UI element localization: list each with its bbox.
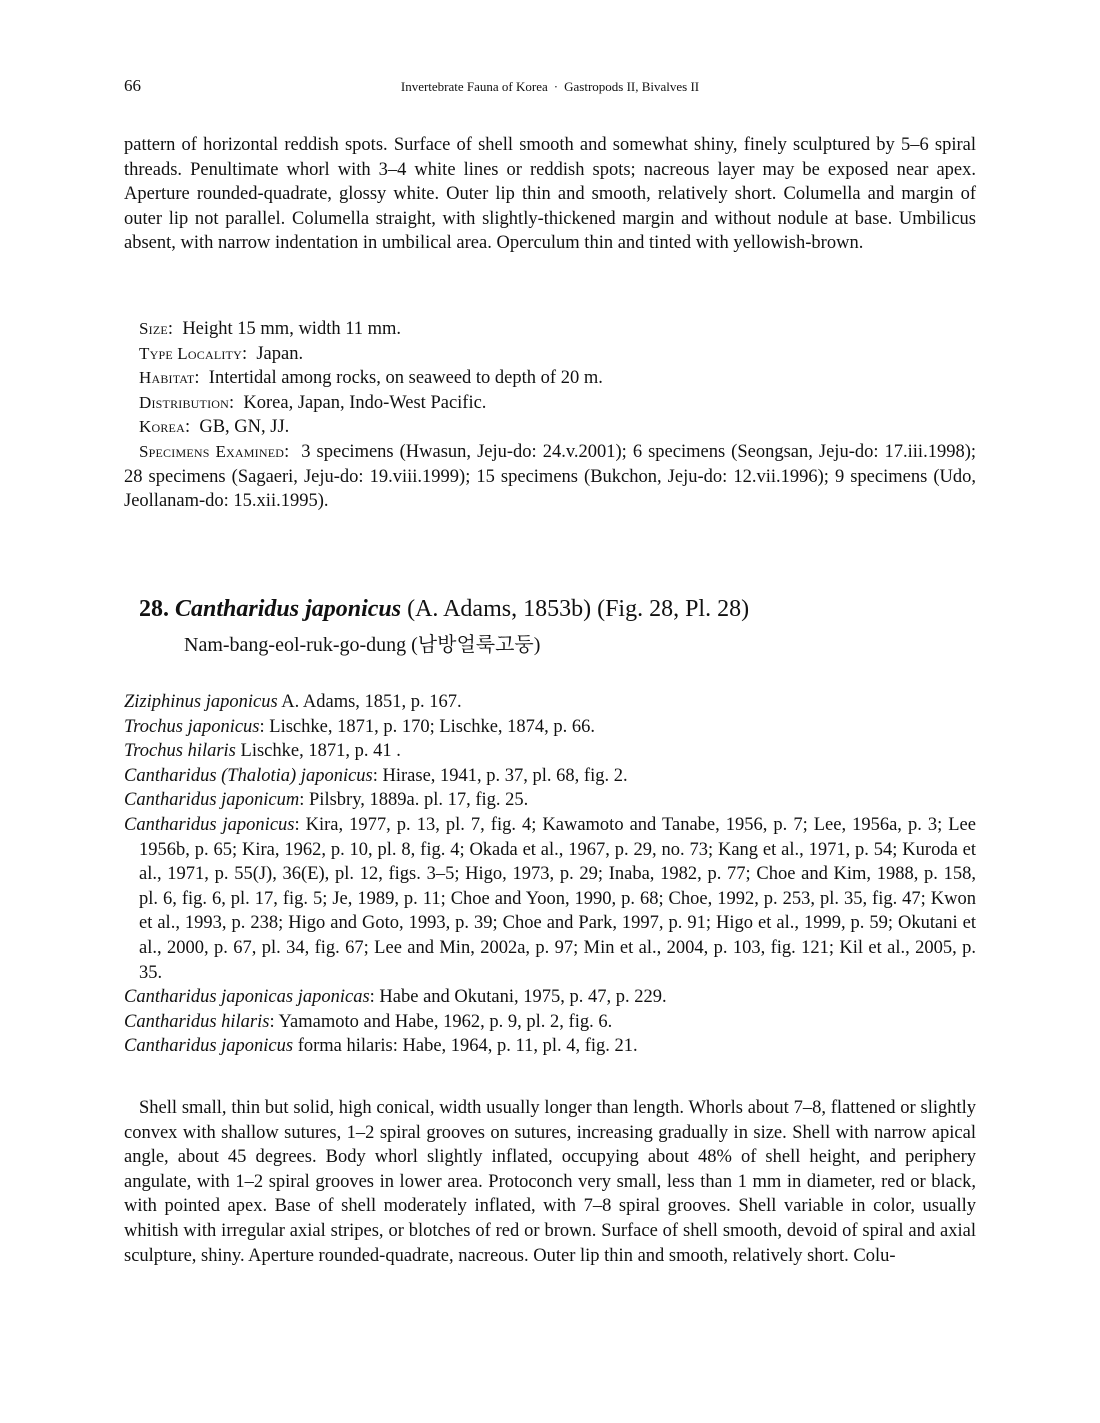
species-authority: (A. Adams, 1853b) (Fig. 28, Pl. 28) xyxy=(407,596,750,622)
species-description: Shell small, thin but solid, high conical, width usually longer than length. Whorls about 7–8, flattened or slightly convex with shallow sutures, 1–2 spiral grooves on sutures, increasing gradually in size. Shell with narrow apical angle, about 45 degrees. Body whorl slightly inflated, occupying about 48% of shell height, and periphery angulate, with 1–2 spiral grooves in lower area. Protoconch very small, less than 1 mm in diameter, red or black, with pointed apex. Base of shell moderately inflated, with 7–8 spiral grooves. Shell variable in color, usually whitish with irregular axial stripes, or blotches of red or brown. Surface of shell smooth, devoid of spiral and axial sculpture, shiny. Aperture rounded-quadrate, nacreous. Outer lip thin and smooth, relatively short. Colu- xyxy=(124,1098,976,1266)
fact-value: GB, GN, JJ. xyxy=(199,417,290,438)
fact-label: Korea xyxy=(139,417,185,437)
fact-label: Type Locality xyxy=(139,343,242,363)
running-subtitle: Gastropods II, Bivalves II xyxy=(564,79,700,94)
synonymy-entry xyxy=(124,690,976,715)
synonym-citation: : Lischke, 1871, p. 170; Lischke, 1874, p. 66. xyxy=(259,716,596,737)
fact-distribution: Distribution: Korea, Japan, Indo-West Pacific. xyxy=(139,392,487,413)
running-title: Invertebrate Fauna of Korea xyxy=(400,79,548,94)
fact-value: Japan. xyxy=(256,343,304,364)
fact-label: Size xyxy=(139,319,168,338)
species-heading xyxy=(139,594,749,624)
fact-value: 3 specimens (Hwasun, Jeju-do: 24.v.2001); 6 specimens (Seongsan, Jeju-do: 17.iii.1998); 28 specimens (Sagaeri, Jeju-do: 19.viii.1999); 15 specimens (Bukchon, Jeju-do: 12.vii.1996); 9 specimens (Udo, Jeollanam-do: 15.xii.1995). xyxy=(124,441,976,512)
synonym-taxon: Ziziphinus japonicus xyxy=(124,692,278,712)
species-facts xyxy=(124,317,976,514)
description-continued: pattern of horizontal reddish spots. Surface of shell smooth and somewhat shiny, finely sculptured by 5–6 spiral threads. Penultimate whorl with 3–4 white lines or reddish spots; nacreous layer may be exposed near apex. Aperture rounded-quadrate, glossy white. Outer lip thin and smooth, relatively short. Columella and margin of outer lip not parallel. Columella straight, with slightly-thickened margin and without nodule at base. Umbilicus absent, with narrow indentation in umbilical area. Operculum thin and tinted with yellowish-brown. xyxy=(124,135,976,254)
synonymy-entry xyxy=(124,739,976,764)
fact-value: Intertidal among rocks, on seaweed to depth of 20 m. xyxy=(208,368,603,389)
synonym-citation: forma hilaris: Habe, 1964, p. 11, pl. 4, fig. 21. xyxy=(293,1036,638,1057)
synonym-taxon: Cantharidus (Thalotia) japonicus xyxy=(124,765,373,786)
synonym-citation: : Pilsbry, 1889a. pl. 17, fig. 25. xyxy=(299,790,529,811)
synonym-citation: : Habe and Okutani, 1975, p. 47, p. 229. xyxy=(369,987,667,1008)
synonym-citation: : Yamamoto and Habe, 1962, p. 9, pl. 2, fig. 6. xyxy=(269,1011,613,1032)
synonymy-entry xyxy=(124,813,976,985)
species-number: 28. xyxy=(139,596,169,622)
fact-label: Specimens Examined xyxy=(139,441,285,461)
fact-value: Height 15 mm, width 11 mm. xyxy=(182,319,402,339)
running-head-separator: · xyxy=(553,79,559,94)
fact-habitat: Habitat: Intertidal among rocks, on seaweed to depth of 20 m. xyxy=(139,368,603,389)
synonym-taxon: Cantharidus japonicus xyxy=(124,814,295,835)
synonym-taxon: Cantharidus japonicum xyxy=(124,790,300,811)
synonym-taxon: Trochus hilaris xyxy=(124,741,236,762)
synonym-citation: A. Adams, 1851, p. 167. xyxy=(277,692,462,712)
synonymy-entry xyxy=(124,788,976,813)
species-common-name: Nam-bang-eol-ruk-go-dung (남방얼룩고둥) xyxy=(184,634,541,656)
synonym-citation: : Hirase, 1941, p. 37, pl. 68, fig. 2. xyxy=(372,765,628,786)
fact-size: Size: Height 15 mm, width 11 mm. xyxy=(139,319,402,339)
synonym-taxon: Cantharidus japonicas japonicas xyxy=(124,987,370,1008)
synonymy-entry xyxy=(124,715,976,740)
fact-label: Distribution xyxy=(139,392,230,412)
synonym-taxon: Cantharidus hilaris xyxy=(124,1011,270,1032)
fact-korea: Korea: GB, GN, JJ. xyxy=(139,417,290,438)
synonymy-entry xyxy=(124,764,976,789)
fact-value: Korea, Japan, Indo-West Pacific. xyxy=(243,392,487,413)
synonym-citation: Lischke, 1871, p. 41 . xyxy=(235,741,401,762)
synonymy-list xyxy=(124,690,976,1059)
species-name: Cantharidus japonicus xyxy=(175,596,402,622)
synonymy-entry xyxy=(124,1010,976,1035)
synonymy-entry xyxy=(124,985,976,1010)
page-number: 66 xyxy=(124,76,141,95)
fact-label: Habitat xyxy=(139,368,195,388)
fact-specimens-examined: Specimens Examined: 3 specimens (Hwasun, Jeju-do: 24.v.2001); 6 specimens (Seongsan, Jeju-do: 17.iii.1998); 28 specimens (Sagaeri, Jeju-do: 19.viii.1999); 15 specimens (Bukchon, Jeju-do: 12.vii.1996); 9 specimens (Udo, Jeollanam-do: 15.xii.1995). xyxy=(124,441,976,512)
synonym-taxon: Cantharidus japonicus xyxy=(124,1036,294,1057)
synonym-citation: : Kira, 1977, p. 13, pl. 7, fig. 4; Kawamoto and Tanabe, 1956, p. 7; Lee, 1956a, p. 3; Lee 1956b, p. 65; Kira, 1962, p. 10, pl. 8, fig. 4; Okada et al., 1967, p. 29, no. 73; Kang et al., 1971, p. 54; Kuroda et al., 1971, p. 55(J), 36(E), pl. 12, figs. 3–5; Higo, 1973, p. 29; Inaba, 1982, p. 77; Choe and Kim, 1988, p. 158, pl. 6, fig. 6, pl. 17, fig. 5; Je, 1989, p. 11; Choe and Yoon, 1990, p. 68; Choe, 1992, p. 253, pl. 35, fig. 47; Kwon et al., 1993, p. 238; Higo and Goto, 1993, p. 39; Choe and Park, 1997, p. 91; Higo et al., 1999, p. 59; Okutani et al., 2000, p. 67, pl. 34, fig. 67; Lee and Min, 2002a, p. 97; Min et al., 2004, p. 103, fig. 121; Kil et al., 2005, p. 35. xyxy=(139,814,976,983)
synonymy-entry xyxy=(124,1034,976,1059)
fact-type-locality: Type Locality: Japan. xyxy=(139,343,304,364)
running-head xyxy=(0,79,1100,95)
synonym-taxon: Trochus japonicus xyxy=(124,716,260,737)
